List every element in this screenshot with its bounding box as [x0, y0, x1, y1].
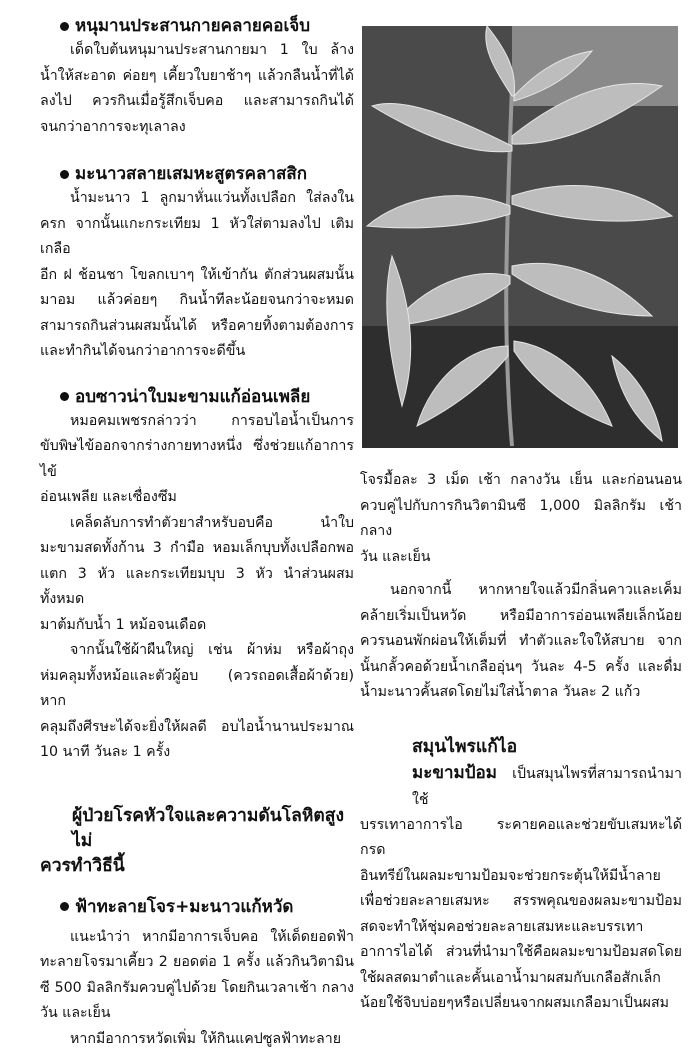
text-line: วัน และเย็น — [40, 1001, 354, 1027]
text-line: ทะลายโจรมาเคี้ยว 2 ยอดต่อ 1 ครั้ง แล้วกินวิตามิน — [40, 950, 354, 976]
text-line: มะขามสดทั้งก้าน 3 กำมือ หอมเล็กบุบทั้งเปลือกพอ — [40, 536, 354, 562]
text-line: ลงไป ควรกินเมื่อรู้สึกเจ็บคอ และสามารถกินได้ — [40, 89, 354, 115]
bullet-icon — [60, 170, 69, 179]
text-line: ครก จากนั้นแกะกระเทียม 1 หัวใส่ตามลงไป เติมเกลือ — [40, 212, 354, 263]
paragraph-lime — [40, 186, 354, 365]
text-line: อีก ฝ ช้อนชา โขลกเบาๆ ให้เข้ากัน ตักส่วนผสมนั้น — [40, 263, 354, 289]
text-line: โจรมื้อละ 3 เม็ด เช้า กลางวัน เย็น และก่อนนอน — [360, 468, 682, 494]
text-line: จากนั้นใช้ผ้าผืนใหญ่ เช่น ผ้าห่ม หรือผ้าถุง — [40, 638, 354, 664]
herb-first-line — [360, 760, 682, 813]
bullet-icon — [60, 902, 69, 911]
plant-illustration — [362, 26, 678, 448]
paragraph-right-1 — [360, 468, 682, 570]
paragraph-hanuman — [40, 38, 354, 140]
text-line: และทำกินได้จนกว่าอาการจะดีขึ้น — [40, 339, 354, 365]
text-line: อ่อนเพลีย และเซื่องซึม — [40, 485, 354, 511]
text-line: น้อยใช้จิบบ่อยๆหรือเปลี่ยนจากผสมเกลือมาเป็นผสม — [360, 991, 682, 1017]
paragraph-andrographis-2 — [40, 1027, 354, 1052]
herb-section-title: สมุนไพรแก้ไอ — [360, 734, 682, 760]
text-line: บรรเทาอาการไอ ระคายคอและช่วยขับเสมหะได้ กรด — [360, 813, 682, 864]
text-line: สามารถกินส่วนผสมนั้นได้ หรือคายทิ้งตามต้องการ — [40, 314, 354, 340]
text-line: 10 นาที วันละ 1 ครั้ง — [40, 740, 354, 766]
text-line: นั้นกลั้วคอด้วยน้ำเกลืออุ่นๆ วันละ 4-5 ครั้ง และดื่ม — [360, 655, 682, 681]
section-heading-sauna: อบซาวน่าใบมะขามแก้อ่อนเพลีย — [40, 385, 354, 409]
text-line: จนกว่าอาการจะทุเลาลง — [40, 115, 354, 141]
text-line: มาอม แล้วค่อยๆ กินน้ำทีละน้อยจนกว่าจะหมด — [40, 288, 354, 314]
text-line: อินทรีย์ในผลมะขามป้อมจะช่วยกระตุ้นให้มีน้ำลาย — [360, 864, 682, 890]
text-line: น้ำมะนาว 1 ลูกมาหั่นแว่นทั้งเปลือก ใส่ลงใน — [40, 186, 354, 212]
text-line: มาต้มกับน้ำ 1 หม้อจนเดือด — [40, 613, 354, 639]
paragraph-andrographis-1 — [40, 925, 354, 1027]
warning-heading: ผู้ป่วยโรคหัวใจและความดันโลหิตสูงไม่ — [40, 804, 354, 854]
text-line: ซี 500 มิลลิกรัมควบคู่ไปด้วย โดยกินเวลาเช้า กลาง — [40, 976, 354, 1002]
paragraph-sauna-2 — [40, 511, 354, 639]
text-line: ควรนอนพักผ่อนให้เต็มที่ ทำตัวและใจให้สบาย จาก — [360, 629, 682, 655]
text-line: คลุมถึงศีรษะได้จะยิ่งให้ผลดี อบไอน้ำนานประมาณ — [40, 715, 354, 741]
text-line: คล้ายเริ่มเป็นหวัด หรือมีอาการอ่อนเพลียเล็กน้อย — [360, 604, 682, 630]
paragraph-sauna-3 — [40, 638, 354, 766]
paragraph-herb — [360, 813, 682, 1017]
right-column — [360, 468, 682, 1017]
section-heading-lime: มะนาวสลายเสมหะสูตรคลาสสิก — [40, 162, 354, 186]
text-line: ควบคู่ไปกับการกินวิตามินซี 1,000 มิลลิกรัม เช้า กลาง — [360, 494, 682, 545]
paragraph-sauna-1 — [40, 409, 354, 511]
warning-heading-line2: ควรทำวิธีนี้ — [40, 854, 354, 879]
text-line: หากมีอาการหวัดเพิ่ม ให้กินแคปซูลฟ้าทะลาย — [40, 1027, 354, 1052]
herb-name: มะขามป้อม — [412, 763, 497, 783]
text-line: นอกจากนี้ หากหายใจแล้วมีกลิ่นคาวและเค็ม — [360, 578, 682, 604]
bullet-icon — [60, 392, 69, 401]
text-line: หมอคมเพชรกล่าวว่า การอบไอน้ำเป็นการ — [40, 409, 354, 435]
section-heading-andrographis: ฟ้าทะลายโจร+มะนาวแก้หวัด — [40, 895, 354, 919]
text-line: ขับพิษไข้ออกจากร่างกายทางหนึ่ง ซึ่งช่วยแก้อาการไข้ — [40, 434, 354, 485]
text-line: น้ำมะนาวคั้นสดโดยไม่ใส่น้ำตาล วันละ 2 แก้ว — [360, 680, 682, 706]
text-line: เพื่อช่วยละลายเสมหะ สรรพคุณของผลมะขามป้อม — [360, 889, 682, 915]
text-line: สดจะทำให้ชุ่มคอช่วยละลายเสมหะและบรรเทา — [360, 915, 682, 941]
text-line: วัน และเย็น — [360, 545, 682, 571]
text-line: น้ำให้สะอาด ค่อยๆ เคี้ยวใบยาช้าๆ แล้วกลืนน้ำที่ได้ — [40, 64, 354, 90]
left-column — [40, 14, 354, 1052]
bullet-icon — [60, 22, 69, 31]
text-line: ห่มคลุมทั้งหม้อและตัวผู้อบ (ควรถอดเสื้อผ้าด้วย) หาก — [40, 664, 354, 715]
text-line: เด็ดใบต้นหนุมานประสานกายมา 1 ใบ ล้าง — [40, 38, 354, 64]
text-line: เคล็ดลับการทำตัวยาสำหรับอบคือ นำใบ — [40, 511, 354, 537]
paragraph-right-2 — [360, 578, 682, 706]
text-line: แนะนำว่า หากมีอาการเจ็บคอ ให้เด็ดยอดฟ้า — [40, 925, 354, 951]
section-heading-hanuman: หนุมานประสานกายคลายคอเจ็บ — [40, 14, 354, 38]
plant-photo — [362, 26, 678, 448]
text-line: ใช้ผลสดมาตำและคั้นเอาน้ำมาผสมกับเกลือสักเล็ก — [360, 966, 682, 992]
text-line: แตก 3 หัว และกระเทียมบุบ 3 หัว นำส่วนผสมทั้งหมด — [40, 562, 354, 613]
text-line: อาการไอได้ ส่วนที่นำมาใช้คือผลมะขามป้อมสดโดย — [360, 940, 682, 966]
herb-first-line-text: เป็นสมุนไพรที่สามารถนำมาใช้ — [412, 766, 682, 808]
